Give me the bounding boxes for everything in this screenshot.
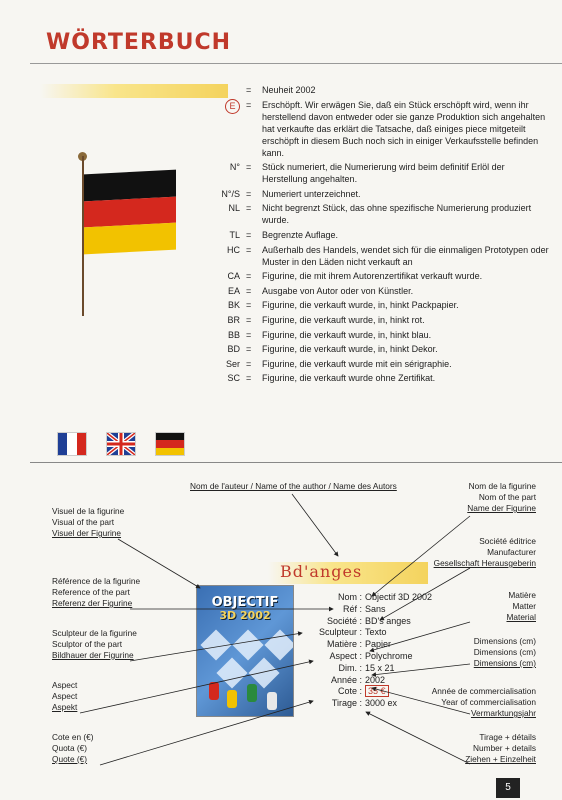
glossary-equals: = (246, 373, 252, 384)
glossary-definition: Begrenzte Auflage. (262, 229, 339, 240)
glossary-definition: Figurine, die verkauft wurde, in, hinkt rot. (262, 314, 425, 325)
card-title: Bd'anges (280, 562, 363, 581)
glossary-abbr: HC (227, 244, 240, 255)
glossary-definition: Ausgabe von Autor oder von Künstler. (262, 285, 414, 296)
glossary-equals: = (246, 203, 252, 214)
author-label: Nom de l'auteur / Name of the author / Name des Autors (190, 481, 397, 491)
glossary-abbr: TL (229, 229, 240, 240)
glossary-abbr: BK (227, 300, 240, 311)
glossary-definition: Nicht begrenzt Stück, das ohne spezifische Numerierung produziert wurde. (262, 203, 532, 226)
glossary-equals: = (246, 85, 252, 95)
record-value-text: Polychrome (365, 650, 413, 661)
record-value-text: 2002 (365, 674, 386, 685)
glossary-definition: Stück numeriert, die Numerierung wird beim definitif Erlöl der Herstellung angehalten. (262, 162, 505, 185)
glossary-equals: = (246, 314, 252, 325)
left-label-sculptor: Sculpteur de la figurine Sculptor of the part Bildhauer der Figurine (52, 628, 137, 660)
glossary-definition: Numeriert unterzeichnet. (262, 188, 361, 199)
right-label-year: Année de commercialisation Year of commercialisation Vermarktungsjahr (431, 686, 536, 718)
page-number: 5 (496, 778, 520, 798)
glossary-definition: Figurine, die verkauft wurde, in, hinkt Dekor. (262, 344, 438, 355)
page-title: WÖRTERBUCH (46, 30, 232, 55)
record-label: Année : (330, 674, 362, 685)
record-label: Sculpteur : (318, 627, 362, 638)
right-label-dimensions: Dimensions (cm) Dimensions (cm) Dimensions (cm) (473, 636, 536, 668)
glossary-equals: = (246, 300, 252, 311)
record-label: Nom : (337, 592, 362, 602)
glossary-definition: Erschöpft. Wir erwägen Sie, daß ein Stück erschöpft wird, wenn ihr herstellend davon entweder oder sie ganze Produktion sich angehalten hat verkaufte das erklärt die Tatsache, daß einiges piece mitgeteilt erschöpft in diesem Buch noch sich in einiger Verkaufsstelle befinden kann. (262, 99, 546, 158)
right-label-print-run: Tirage + détails Number + details Ziehen + Einzelheit (465, 732, 536, 764)
record-label: Matière : (326, 639, 362, 650)
left-label-aspect: Aspect Aspect Aspekt (52, 680, 78, 712)
cover-logo: OBJECTIF 3D 2002 (211, 595, 279, 622)
record-value-text: Objectif 3D 2002 (365, 592, 433, 602)
record-label: Cote : (337, 686, 362, 697)
glossary-definition: Figurine, die mit ihrem Autorenzertifikat verkauft wurde. (262, 271, 483, 282)
glossary-equals: = (246, 244, 252, 255)
record-label: Réf : (342, 603, 362, 614)
glossary-abbr: BB (227, 329, 240, 340)
record-value-text: Papier (365, 639, 392, 650)
glossary-definition: Figurine, die verkauft wurde, in, hinkt blau. (262, 329, 432, 340)
record-label: Dim. : (338, 662, 362, 673)
record-value-text: 3000 ex (365, 698, 398, 709)
quota-value: 35 € (365, 685, 389, 697)
exhausted-icon: E (225, 99, 240, 114)
glossary-abbr: CA (227, 271, 240, 282)
record-label: Aspect : (329, 650, 362, 661)
record-value-text: Texto (365, 627, 387, 638)
left-label-visual: Visuel de la figurine Visual of the part Visuel der Figurine (52, 506, 125, 538)
glossary-definition: Außerhalb des Handels, wendet sich für die einmaligen Prototypen oder Muster in den Läden nicht verkauft an (262, 244, 549, 267)
right-label-material: Matière Matter Material (506, 590, 536, 622)
glossary-equals: = (246, 162, 252, 173)
right-label-name: Nom de la figurine Nom of the part Name der Figurine (467, 481, 536, 513)
left-label-quota: Cote en (€) Quota (€) Quote (€) (52, 732, 94, 764)
glossary-definition: Figurine, die verkauft wurde mit ein sérigraphie. (262, 358, 452, 369)
glossary-abbr: BD (227, 344, 240, 355)
glossary-definition: Figurine, die verkauft wurde, in, hinkt Packpapier. (262, 300, 459, 311)
glossary-abbr: SC (227, 373, 240, 384)
record-value-text: Sans (365, 603, 386, 614)
glossary-equals: = (246, 99, 252, 110)
right-label-manufacturer: Société éditrice Manufacturer Gesellschaft Herausgeberin (433, 536, 536, 568)
record-label: Tirage : (331, 698, 362, 709)
glossary-abbr: N° (229, 162, 240, 173)
glossary-abbr: BR (227, 314, 240, 325)
glossary-equals: = (246, 188, 252, 199)
glossary-definition: Neuheit 2002 (262, 85, 316, 95)
record-label: Société : (326, 615, 362, 626)
glossary-equals: = (246, 329, 252, 340)
glossary-equals: = (246, 344, 252, 355)
glossary-abbr: N°/S (221, 188, 240, 199)
record-value-text: BD's anges (365, 615, 411, 626)
glossary-abbr: Ser (225, 358, 240, 369)
glossary-abbr: NL (228, 203, 240, 214)
glossary-abbr: EA (227, 285, 240, 296)
glossary-definition: Figurine, die verkauft wurde ohne Zertifikat. (262, 373, 436, 384)
glossary-equals: = (246, 229, 252, 240)
record-value-text: 15 x 21 (365, 662, 395, 673)
glossary-equals: = (246, 285, 252, 296)
left-label-reference: Référence de la figurine Reference of the part Referenz der Figurine (52, 576, 141, 608)
glossary-equals: = (246, 271, 252, 282)
glossary-equals: = (246, 358, 252, 369)
